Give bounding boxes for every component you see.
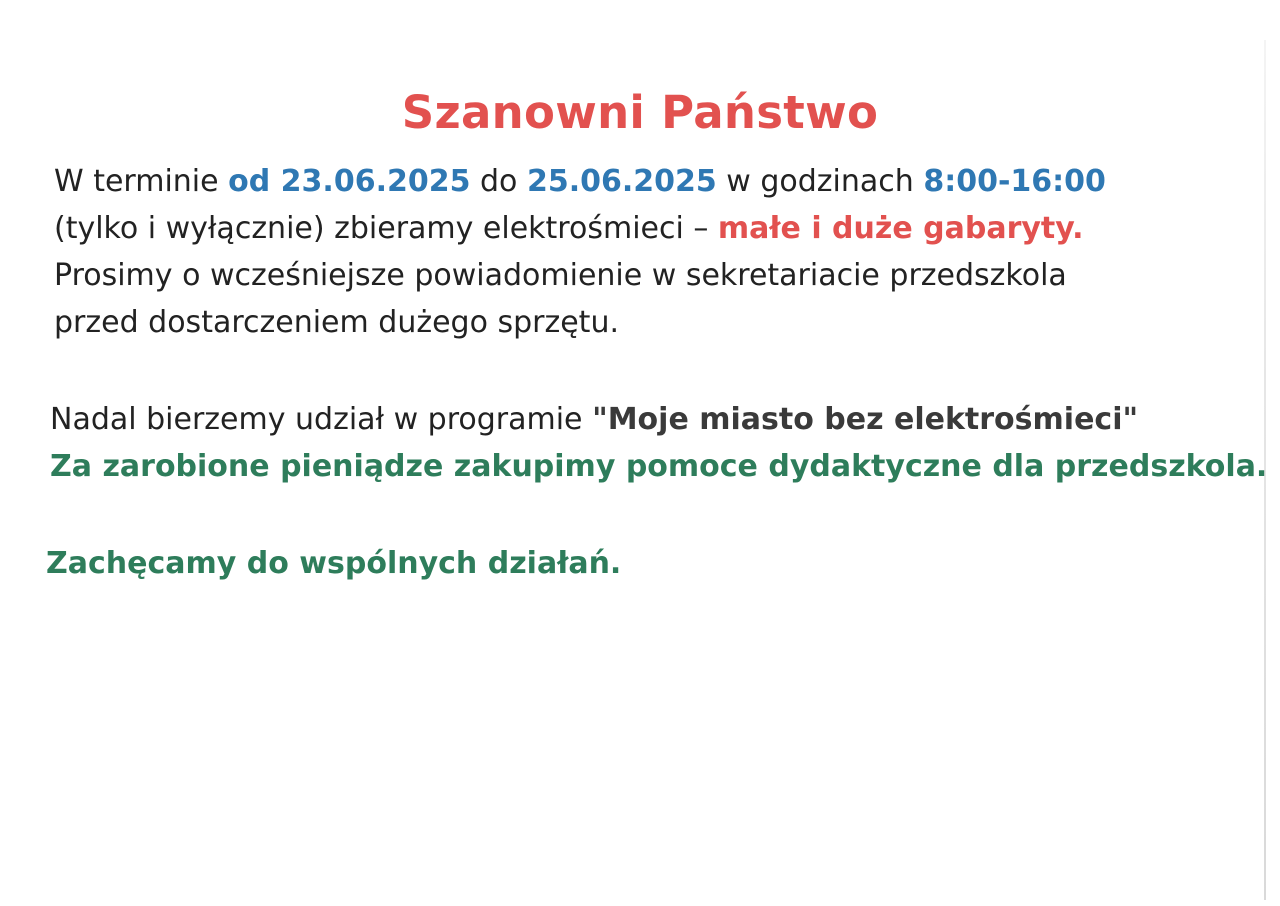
item-sizes: małe i duże gabaryty xyxy=(717,211,1073,246)
paragraph-collection-info xyxy=(54,158,1106,346)
hours-range: 8:00-16:00 xyxy=(923,164,1106,199)
funds-usage-line: Za zarobione pieniądze zakupimy pomoce dydaktyczne dla przedszkola. xyxy=(50,449,1268,484)
text-program-intro: Nadal bierzemy udział w programie xyxy=(50,402,593,437)
program-name: "Moje miasto bez elektrośmieci" xyxy=(592,402,1139,437)
text-in-period: W terminie xyxy=(54,164,229,199)
collection-dates-line xyxy=(54,158,1106,205)
notify-request-line: Prosimy o wcześniejsze powiadomienie w sekretariacie przedszkola xyxy=(54,258,1067,293)
date-to: 25.06.2025 xyxy=(526,164,717,199)
large-equipment-line: przed dostarczeniem dużego sprzętu. xyxy=(54,305,619,340)
date-from: od 23.06.2025 xyxy=(228,164,471,199)
closing-line: Zachęcamy do wspólnych działań. xyxy=(46,546,622,581)
collection-items-line xyxy=(54,205,1106,252)
notice-title: Szanowni Państwo xyxy=(401,86,879,139)
program-participation-line xyxy=(50,396,1267,443)
text-hours-label: w godzinach xyxy=(716,164,924,199)
text-to: do xyxy=(470,164,527,199)
text-collecting: (tylko i wyłącznie) zbieramy elektrośmieci – xyxy=(54,211,718,246)
closing-paragraph xyxy=(46,540,621,587)
paragraph-program xyxy=(50,396,1267,490)
sentence-period: . xyxy=(1072,211,1084,246)
